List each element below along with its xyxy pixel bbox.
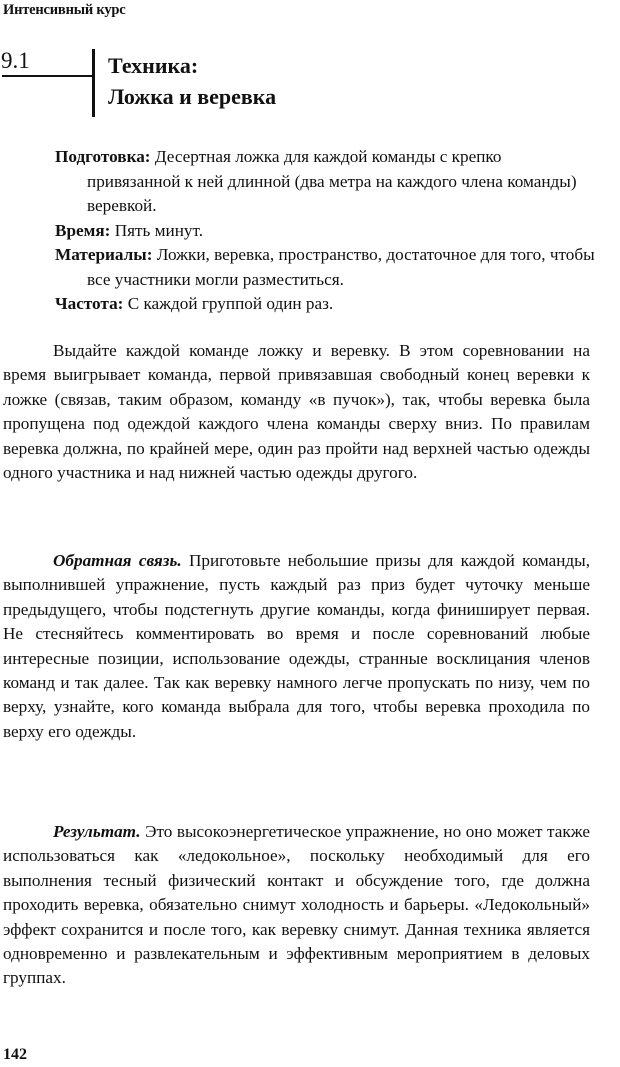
paragraph-text: Приготовьте небольшие призы для каждой команды, выполнившей упражнение, пусть каждый раз приз будет чуточку меньше предыдущего, чтобы подстегнуть другие команды, когда финиширует первая. Не стесняйтесь комментировать во время и после соревнований любые интересные позиции, использование одежды, странные восклицания членов команд и так далее. Так как веревку намного легче пропускать по низу, чем по верху, узнайте, кого команда выбрала для того, чтобы веревка проходила по верху его одежды. [3, 551, 591, 741]
section-number-underline [2, 75, 94, 77]
paragraph-lead: Результат. [53, 822, 141, 841]
instructions-paragraph [3, 339, 590, 485]
page-number: 142 [3, 1046, 27, 1063]
meta-value: Десертная ложка для каждой команды с крепко привязанной к ней длинной (два метра на каждого члена команды) веревкой. [87, 147, 577, 215]
section-title [108, 50, 276, 112]
section-title-line-2: Ложка и веревка [108, 84, 277, 109]
section-number: 9.1 [1, 48, 30, 73]
paragraph-lead: Обратная связь. [53, 551, 182, 570]
meta-label: Материалы: [55, 245, 153, 264]
meta-value: Ложки, веревка, пространство, достаточное для того, чтобы все участники могли разместиться. [87, 245, 595, 289]
meta-frequency [55, 292, 595, 317]
feedback-paragraph [3, 549, 590, 744]
meta-materials [55, 243, 595, 292]
running-head: Интенсивный курс [3, 2, 126, 18]
meta-label: Подготовка: [55, 147, 151, 166]
paragraph-text: Это высокоэнергетическое упражнение, но оно может также использоваться как «ледокольное», поскольку необходимый для его выполнения тесный физический контакт и обсуждение того, где должна проходить веревка, обязательно снимут холодность и барьеры. «Ледокольный» эффект сохранится и после того, как веревку снимут. Данная техника является одновременно и развлекательным и эффективным мероприятием в деловых группах. [3, 822, 590, 988]
meta-preparation [55, 145, 595, 219]
meta-value: С каждой группой один раз. [123, 294, 334, 313]
section-vertical-rule [92, 49, 95, 117]
meta-time [55, 219, 595, 244]
exercise-meta [55, 145, 595, 317]
section-title-line-1: Техника: [108, 53, 199, 78]
meta-label: Время: [55, 220, 111, 240]
meta-value: Пять минут. [110, 220, 204, 240]
result-paragraph [3, 820, 590, 991]
meta-label: Частота: [55, 294, 124, 313]
paragraph-text: Выдайте каждой команде ложку и веревку. В этом соревновании на время выигрывает команда, первой привязавшая свободный конец веревки к ложке (связав, таким образом, команду «в пучок»), так, чтобы веревка была пропущена под одеждой каждого члена команды сверху вниз. По правилам веревка должна, по крайней мере, один раз пройти над верхней частью одежды одного участника и над нижней частью одежды другого. [3, 341, 590, 483]
